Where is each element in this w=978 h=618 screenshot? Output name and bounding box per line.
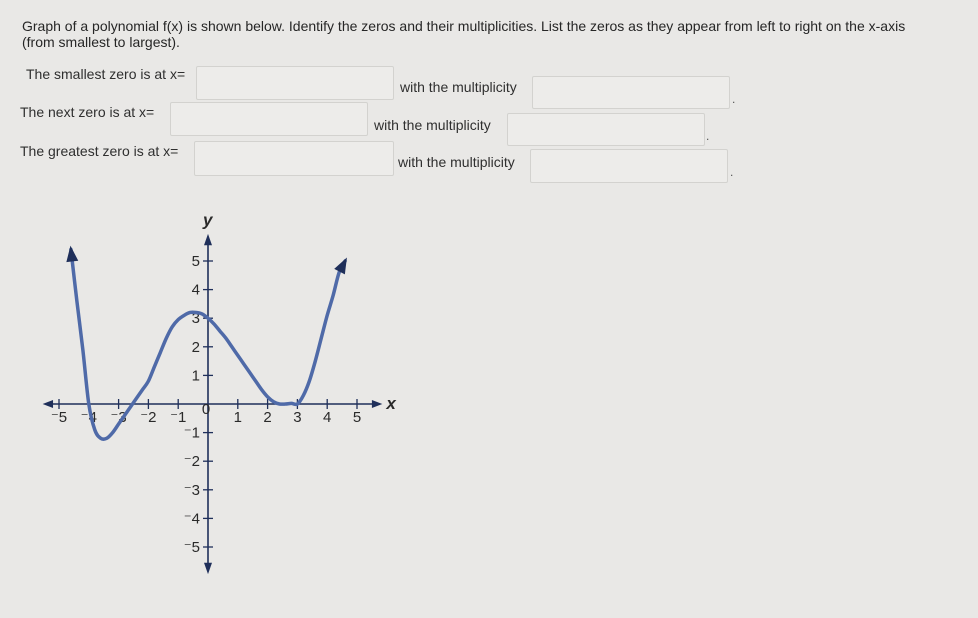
question-line-2: (from smallest to largest).	[22, 34, 180, 50]
x-tick-label: ⁻3	[110, 409, 127, 426]
greatest-zero-label: The greatest zero is at x=	[20, 143, 179, 159]
y-tick-label: ⁻2	[183, 453, 200, 471]
x-tick-label: 5	[352, 409, 362, 426]
y-tick-label: ⁻3	[183, 481, 200, 499]
question-line-1: Graph of a polynomial f(x) is shown below. Identify the zeros and their multiplicities. List the zeros as they appear from left to right on the x-axis	[22, 18, 906, 34]
curve-arrow-right	[334, 257, 347, 274]
x-tick-label: ⁻5	[50, 409, 68, 426]
x-tick-label: 2	[263, 409, 272, 426]
period-3: .	[730, 165, 734, 179]
y-tick-label: 1	[191, 367, 200, 385]
y-tick-label: ⁻1	[183, 424, 200, 442]
period-2: .	[706, 129, 710, 143]
y-tick-label: 5	[191, 253, 200, 270]
greatest-multiplicity-label: with the multiplicity	[398, 154, 515, 170]
y-tick-label: ⁻5	[183, 539, 200, 556]
smallest-multiplicity-label: with the multiplicity	[400, 79, 517, 95]
x-tick-label: ⁻4	[80, 409, 97, 426]
y-tick-label: 3	[191, 310, 200, 328]
x-tick-label: 1	[233, 409, 242, 426]
period-1: .	[732, 92, 736, 106]
next-zero-label: The next zero is at x=	[20, 104, 155, 120]
y-tick-label: 4	[191, 281, 200, 299]
x-tick-label: 3	[293, 409, 302, 426]
smallest-zero-label: The smallest zero is at x=	[26, 66, 186, 82]
next-multiplicity-label: with the multiplicity	[374, 117, 491, 133]
x-axis-label: x	[386, 394, 396, 413]
y-tick-label: ⁻4	[183, 510, 200, 528]
y-axis-arrow-down	[204, 563, 212, 574]
y-axis-arrow-up	[204, 234, 212, 245]
curve-arrow-left	[66, 246, 78, 263]
curve-arrows	[66, 246, 347, 275]
x-axis-arrow-right	[372, 400, 382, 408]
x-tick-label: ⁻2	[140, 409, 157, 426]
x-tick-label: 4	[323, 409, 332, 426]
y-tick-label: 2	[191, 338, 200, 356]
x-axis-arrow-left	[43, 400, 53, 408]
x-tick-label: ⁻1	[170, 409, 187, 426]
x-tick-label: 0	[201, 401, 211, 418]
axes	[43, 234, 383, 574]
y-axis-label: y	[203, 210, 213, 230]
